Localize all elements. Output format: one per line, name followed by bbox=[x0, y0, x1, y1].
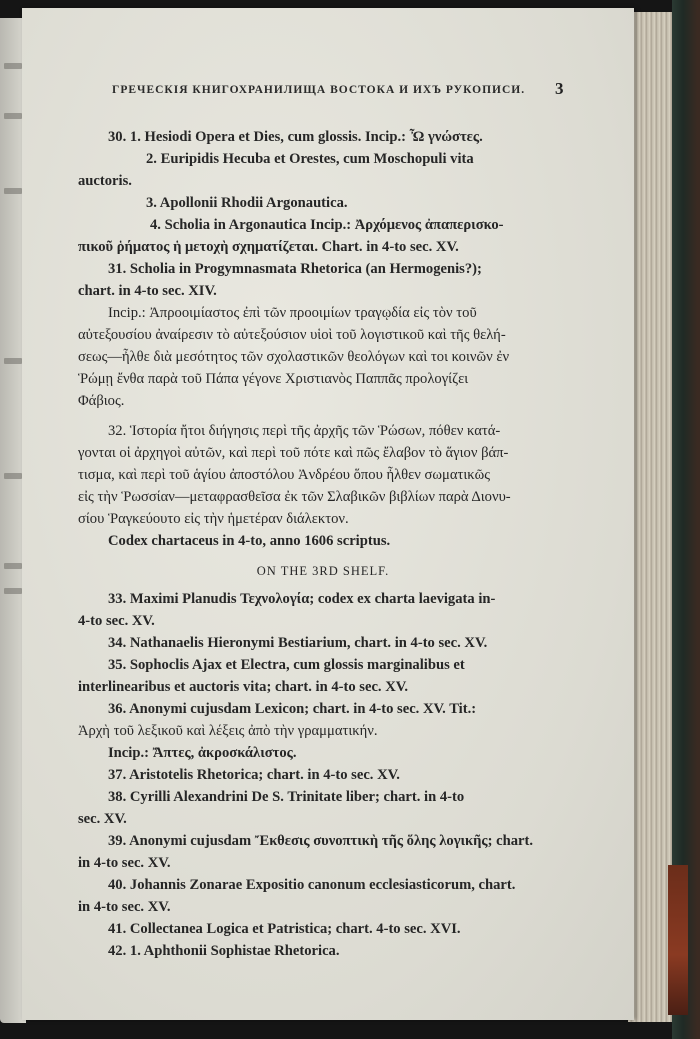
text-line: 33. Maximi Planudis Τεχνολογία; codex ex charta laevigata in- bbox=[108, 591, 496, 607]
left-page-text-fragment bbox=[4, 588, 22, 594]
text-line: σίου Ῥαγκεύουτο εἰς τὴν ἡμετέραν διάλεκτον. bbox=[78, 511, 349, 527]
text-line: 31. Scholia in Progymnasmata Rhetorica (an Hermogenis?); bbox=[108, 261, 482, 277]
text-line: sec. XV. bbox=[78, 811, 127, 827]
text-line: 40. Johannis Zonarae Expositio canonum ecclesiasticorum, chart. bbox=[108, 877, 516, 893]
text-line: interlinearibus et auctoris vita; chart. in 4-to sec. XV. bbox=[78, 679, 409, 695]
left-page-text-fragment bbox=[4, 63, 22, 69]
left-page-text-fragment bbox=[4, 473, 22, 479]
text-line: 32. Ἱστορία ἤτοι διήγησις περὶ τῆς ἀρχῆς τῶν Ῥώσων, πόθεν κατά- bbox=[108, 423, 501, 439]
text-line: 39. Anonymi cujusdam Ἔκθεσις συνοπτικὴ τῆς ὅλης λογικῆς; chart. bbox=[108, 833, 533, 849]
text-line: 35. Sophoclis Ajax et Electra, cum glossis marginalibus et bbox=[108, 657, 465, 673]
text-line: 34. Nathanaelis Hieronymi Bestiarium, chart. in 4-to sec. XV. bbox=[108, 635, 488, 651]
text-line: 37. Aristotelis Rhetorica; chart. in 4-to sec. XV. bbox=[108, 767, 400, 783]
text-line: Φάβιος. bbox=[78, 393, 125, 409]
left-page-text-fragment bbox=[4, 113, 22, 119]
catalogue-text bbox=[78, 126, 568, 962]
book-page bbox=[22, 8, 634, 1020]
text-line: 3. Apollonii Rhodii Argonautica. bbox=[146, 195, 348, 211]
text-line: in 4-to sec. XV. bbox=[78, 899, 171, 915]
running-title: ГРЕЧЕСКІЯ КНИГОХРАНИЛИЩА ВОСТОКА И ИХЪ РУКОПИСИ. bbox=[112, 84, 526, 96]
text-line: 36. Anonymi cujusdam Lexicon; chart. in 4-to sec. XV. Tit.: bbox=[108, 701, 477, 717]
text-line: auctoris. bbox=[78, 173, 132, 189]
text-line: 2. Euripidis Hecuba et Orestes, cum Moschopuli vita bbox=[146, 151, 474, 167]
text-line: σεως—ἦλθε διὰ μεσότητος τῶν σχολαστικῶν θεολόγων καὶ τοι κοινῶν ἐν bbox=[78, 349, 510, 365]
text-line: Incip.: Ἄπτες, ἀκροσκάλιστος. bbox=[108, 745, 297, 761]
text-line: Incip.: Ἀπροοιμίαστος ἐπὶ τῶν προοιμίων τραγῳδία εἰς τὸν τοῦ bbox=[108, 305, 477, 321]
text-line: τισμα, καὶ περὶ τοῦ ἁγίου ἀποστόλου Ἀνδρέου ὅπου ἦλθεν σωματικῶς bbox=[78, 467, 491, 483]
text-line: in 4-to sec. XV. bbox=[78, 855, 171, 871]
text-line: 41. Collectanea Logica et Patristica; chart. 4-to sec. XVI. bbox=[108, 921, 461, 937]
text-line: Ῥώμῃ ἔνθα παρὰ τοῦ Πάπα γέγονε Χριστιανὸς Παππᾶς προλογίζει bbox=[78, 371, 469, 387]
left-page-text-fragment bbox=[4, 563, 22, 569]
text-line: 38. Cyrilli Alexandrini De S. Trinitate liber; chart. in 4-to bbox=[108, 789, 465, 805]
book-cover-corner bbox=[668, 865, 688, 1015]
left-page-text-fragment bbox=[4, 188, 22, 194]
text-line: ON THE 3RD SHELF. bbox=[256, 564, 390, 578]
text-line: 4-to sec. XV. bbox=[78, 613, 155, 629]
page-number: 3 bbox=[555, 79, 564, 98]
text-line: 42. 1. Aphthonii Sophistae Rhetorica. bbox=[108, 943, 340, 959]
text-line: Codex chartaceus in 4-to, anno 1606 scriptus. bbox=[108, 533, 391, 549]
text-line: πικοῦ ῥήματος ἡ μετοχὴ σχηματίζεται. Chart. in 4-to sec. XV. bbox=[78, 239, 459, 255]
text-line: εἰς τὴν Ῥωσσίαν—μεταφρασθεῖσα ἐκ τῶν Σλαβικῶν βιβλίων παρὰ Διονυ- bbox=[78, 489, 511, 505]
text-line: Ἀρχὴ τοῦ λεξικοῦ καὶ λέξεις ἀπὸ τὴν γραμματικήν. bbox=[78, 723, 378, 739]
left-page-text-fragment bbox=[4, 358, 22, 364]
text-line: αὐτεξουσίου ἀναίρεσιν τὸ αὐτεξούσιον υἱοὶ τοῦ λογιστικοῦ καὶ τῆς θελή- bbox=[78, 327, 506, 343]
text-line: 4. Scholia in Argonautica Incip.: Ἀρχόμενος ἀπαπερισκο- bbox=[150, 217, 504, 233]
text-line: chart. in 4-to sec. XIV. bbox=[78, 283, 217, 299]
text-line: 30. 1. Hesiodi Opera et Dies, cum glossis. Incip.: Ὦ γνώστες. bbox=[108, 129, 483, 145]
text-line: γονται οἱ ἀρχηγοὶ αὐτῶν, καὶ περὶ τοῦ πότε καὶ πῶς ἔλαβον τὸ ἅγιον βάπ- bbox=[78, 445, 509, 461]
